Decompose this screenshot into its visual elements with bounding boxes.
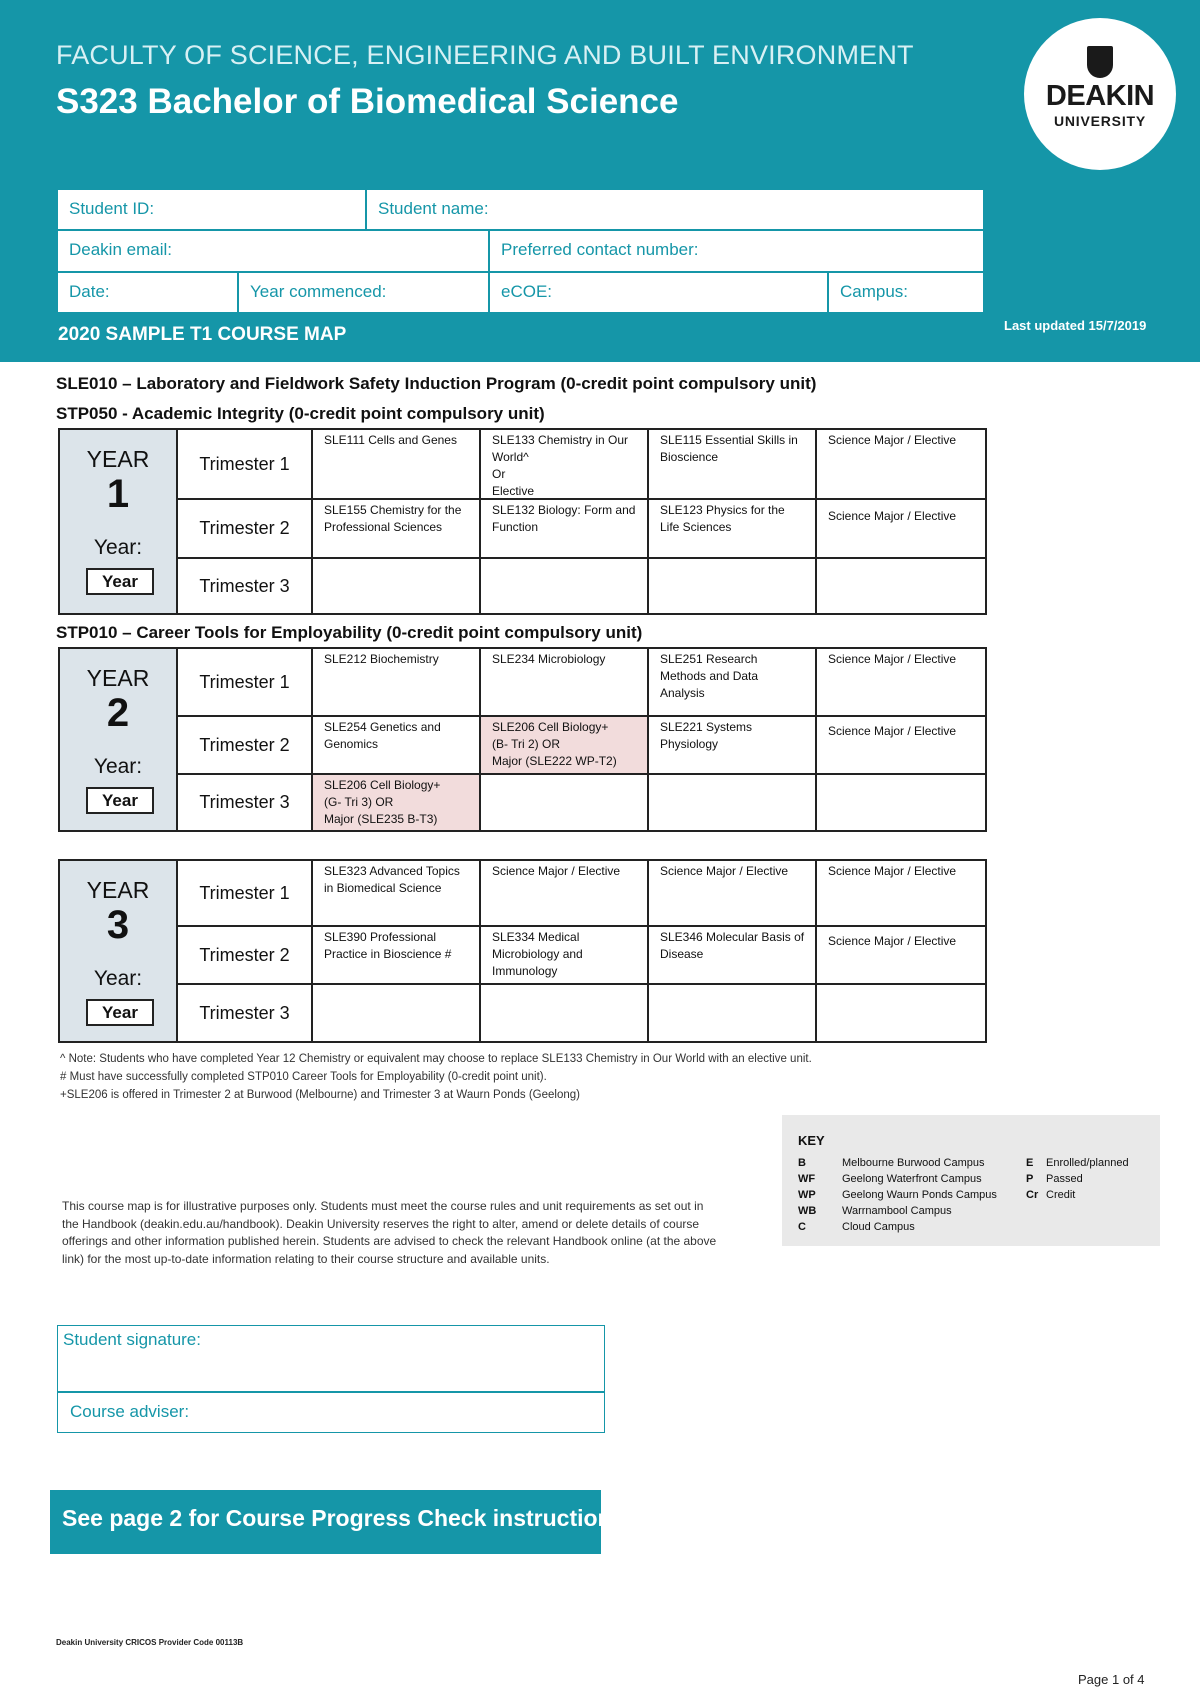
compulsory-sle010: SLE010 – Laboratory and Fieldwork Safety Induction Program (0-credit point compulsory unit) [56, 374, 817, 393]
trimester-label: Trimester 1 [178, 430, 313, 498]
year-number: 3 [106, 903, 130, 947]
year-colon-label: Year: [93, 755, 143, 778]
table-row [178, 927, 985, 985]
unit-cell: SLE323 Advanced Topics in Biomedical Science [313, 861, 481, 925]
date-field[interactable]: Date: [57, 272, 238, 313]
table-row [178, 717, 985, 775]
unit-cell [649, 775, 817, 830]
unit-cell: SLE123 Physics for the Life Sciences [649, 500, 817, 557]
course-adviser-field[interactable]: Course adviser: [57, 1392, 605, 1433]
note-stp010: # Must have successfully completed STP010 Career Tools for Employability (0-credit point unit). [60, 1071, 547, 1083]
year-commenced-field[interactable]: Year commenced: [238, 272, 489, 313]
unit-cell: SLE334 Medical Microbiology and Immunology [481, 927, 649, 983]
unit-cell [481, 559, 649, 613]
see-page-2-banner: See page 2 for Course Progress Check instructions [50, 1490, 601, 1554]
year-number: 1 [106, 472, 130, 516]
year-word: YEAR [86, 665, 150, 691]
header-banner [0, 0, 1200, 362]
table-row [178, 775, 985, 830]
deakin-logo [1024, 18, 1176, 170]
unit-cell: Science Major / Elective [828, 433, 957, 447]
unit-cell: SLE155 Chemistry for the Professional Sciences [313, 500, 481, 557]
disclaimer: This course map is for illustrative purposes only. Students must meet the course rules and unit requirements as set out in the Handbook (deakin.edu.au/handbook). Deakin University reserves the right to alter, amend or delete details of course offerings and other information published herein. Students are advised to check the relevant Handbook online (at the above link) for the most up-to-date information relating to their course structure and available units. [62, 1199, 717, 1266]
student-signature-field[interactable]: Student signature: [57, 1325, 605, 1392]
year-label [60, 861, 178, 1041]
unit-cell: SLE221 Systems Physiology [649, 717, 817, 773]
unit-cell [817, 775, 985, 830]
unit-cell: SLE115 Essential Skills in Bioscience [649, 430, 817, 498]
unit-cell: SLE133 Chemistry in Our World^ Or Elective [481, 430, 649, 498]
year-colon-label: Year: [93, 967, 143, 990]
student-id-field[interactable]: Student ID: [57, 189, 366, 230]
trimester-label: Trimester 1 [178, 861, 313, 925]
preferred-contact-field[interactable]: Preferred contact number: [489, 230, 984, 272]
table-row [178, 559, 985, 613]
table-row [178, 430, 985, 500]
unit-cell-highlight: SLE206 Cell Biology+ (B- Tri 2) OR Major (SLE222 WP-T2) [481, 717, 649, 773]
unit-cell: SLE111 Cells and Genes [313, 430, 481, 498]
unit-cell: Science Major / Elective [828, 724, 957, 738]
note-sle206: +SLE206 is offered in Trimester 2 at Burwood (Melbourne) and Trimester 3 at Waurn Ponds (Geelong) [60, 1089, 580, 1101]
cricos-code: Deakin University CRICOS Provider Code 00113B [56, 1638, 244, 1647]
unit-cell: SLE251 Research Methods and Data Analysis [649, 649, 817, 715]
course-map-label: 2020 SAMPLE T1 COURSE MAP [58, 324, 347, 345]
unit-cell [649, 559, 817, 613]
year-colon-label: Year: [93, 536, 143, 559]
unit-cell [313, 559, 481, 613]
year-input-box[interactable]: Year [86, 568, 154, 595]
year-input-box[interactable]: Year [86, 999, 154, 1026]
trimester-label: Trimester 2 [178, 717, 313, 773]
year-label [60, 430, 178, 613]
unit-cell: SLE132 Biology: Form and Function [481, 500, 649, 557]
trimester-label: Trimester 3 [178, 775, 313, 830]
deakin-email-field[interactable]: Deakin email: [57, 230, 489, 272]
year-word: YEAR [86, 446, 150, 472]
key-legend: KEY B Melbourne Burwood Campus WF Geelong Waterfront Campus WP Geelong Waurn Ponds Campus WB Warrnambool Campus C Cloud Campus E Enrolled/planned P Passed Cr Credit [782, 1115, 1160, 1246]
unit-cell-highlight: SLE206 Cell Biology+ (G- Tri 3) OR Major (SLE235 B-T3) [313, 775, 481, 830]
unit-cell: Science Major / Elective [828, 509, 957, 523]
logo-name: DEAKIN [1045, 80, 1155, 112]
unit-cell [817, 985, 985, 1041]
unit-cell: Science Major / Elective [828, 652, 957, 666]
shield-icon [1087, 46, 1113, 78]
ecoe-field[interactable]: eCOE: [489, 272, 828, 313]
year-1-block [58, 428, 987, 615]
logo-subtitle: UNIVERSITY [1053, 113, 1146, 129]
year-word: YEAR [86, 877, 150, 903]
note-chemistry: ^ Note: Students who have completed Year 12 Chemistry or equivalent may choose to replace SLE133 Chemistry in Our World with an elective unit. [60, 1053, 812, 1065]
unit-cell: SLE212 Biochemistry [313, 649, 481, 715]
table-row [178, 985, 985, 1041]
faculty-name: FACULTY OF SCIENCE, ENGINEERING AND BUILT ENVIRONMENT [56, 40, 914, 70]
trimester-label: Trimester 1 [178, 649, 313, 715]
year-3-block [58, 859, 987, 1043]
unit-cell: Science Major / Elective [828, 864, 957, 878]
key-title: KEY [798, 1133, 825, 1148]
year-2-block [58, 647, 987, 832]
year-number: 2 [106, 691, 130, 735]
last-updated: Last updated 15/7/2019 [1004, 318, 1147, 333]
unit-cell: SLE234 Microbiology [481, 649, 649, 715]
page-number: Page 1 of 4 [1078, 1672, 1145, 1687]
table-row [178, 500, 985, 559]
trimester-label: Trimester 3 [178, 985, 313, 1041]
unit-cell [481, 985, 649, 1041]
trimester-label: Trimester 2 [178, 500, 313, 557]
campus-field[interactable]: Campus: [828, 272, 984, 313]
year-label [60, 649, 178, 830]
unit-cell: SLE390 Professional Practice in Bioscience # [313, 927, 481, 983]
unit-cell: SLE254 Genetics and Genomics [313, 717, 481, 773]
unit-cell [481, 775, 649, 830]
trimester-label: Trimester 3 [178, 559, 313, 613]
year-input-box[interactable]: Year [86, 787, 154, 814]
unit-cell: SLE346 Molecular Basis of Disease [649, 927, 817, 983]
unit-cell: Science Major / Elective [481, 861, 649, 925]
student-name-field[interactable]: Student name: [366, 189, 984, 230]
course-title: S323 Bachelor of Biomedical Science [56, 82, 679, 121]
compulsory-stp010: STP010 – Career Tools for Employability (0-credit point compulsory unit) [56, 623, 643, 642]
unit-cell [817, 559, 985, 613]
trimester-label: Trimester 2 [178, 927, 313, 983]
compulsory-stp050: STP050 - Academic Integrity (0-credit point compulsory unit) [56, 404, 545, 423]
unit-cell [649, 985, 817, 1041]
unit-cell: Science Major / Elective [649, 861, 817, 925]
unit-cell: Science Major / Elective [828, 934, 957, 948]
unit-cell [313, 985, 481, 1041]
table-row [178, 861, 985, 927]
table-row [178, 649, 985, 717]
